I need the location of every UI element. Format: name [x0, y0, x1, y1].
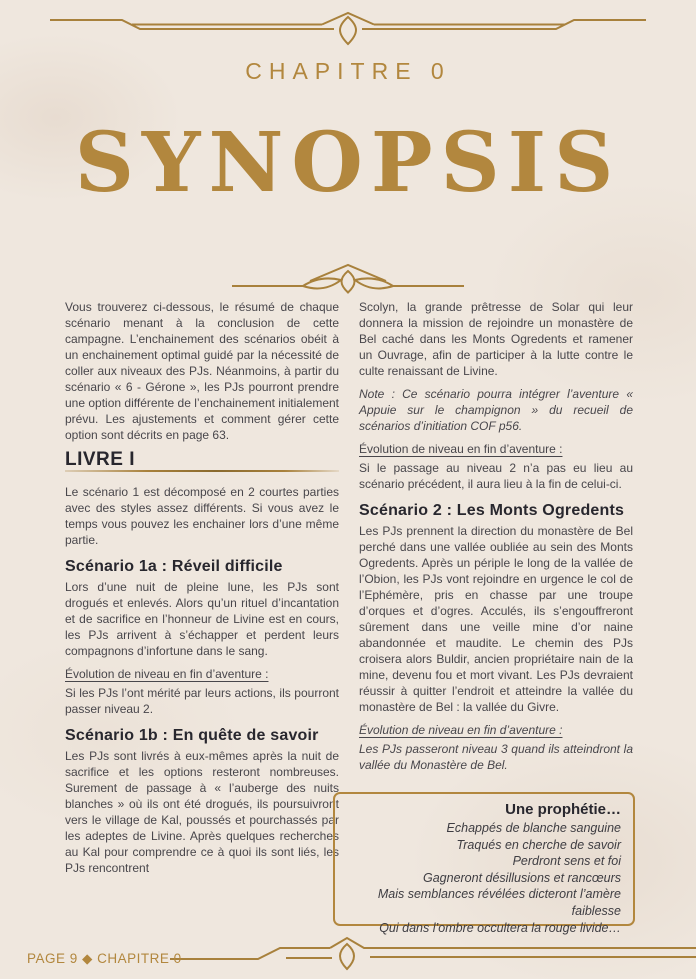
mid-divider-ornament — [232, 265, 464, 293]
right-column — [359, 299, 633, 876]
section-heading-livre-1: LIVRE I — [65, 449, 136, 470]
page-title: SYNOPSIS — [74, 115, 622, 211]
scenario-1b-evolution-text: Si le passage au niveau 2 n’a pas eu lieu au scénario précédent, il aura lieu à la fin de celui-ci. — [359, 461, 633, 491]
top-divider-ornament — [50, 13, 646, 44]
scenario-1a-evolution-label: Évolution de niveau en fin d’aventure : — [65, 667, 269, 681]
page-footer: PAGE 9 ◆ CHAPITRE 0 — [27, 951, 182, 966]
heading-scenario-1a: Scénario 1a : Réveil difficile — [65, 558, 283, 575]
prophecy-line: Mais semblances révélées dicteront l’amère faiblesse — [377, 887, 621, 918]
scenario-1a-body: Lors d’une nuit de pleine lune, les PJs sont drogués et enlevés. Alors qu’un rituel d’incantation et de sacrifice en l’honneur de Livine est en cours, les PJs arrivent à s’échapper et perdent leurs compagnons d’infortune dans le sang. — [65, 580, 339, 658]
prophecy-line: Echappés de blanche sanguine — [446, 821, 621, 835]
scenario-1b-body-left: Les PJs sont livrés à eux-mêmes après la nuit de sacrifice et les options resteront nombreuses. Surement de passage à « l’auberge des nuits blanches » où ils ont été drogués, ils poursuivront vers le village de Kal, poussés et pourchassés par les adeptes de Livine. Après quelques recherches au Kal pour comprendre ce à quoi ils sont liés, les PJs rencontrent — [65, 749, 339, 875]
gold-rule — [65, 470, 339, 472]
prophecy-line: Qui dans l’ombre occultera la rouge livide… — [379, 920, 621, 935]
diamond-gem-icon — [340, 944, 354, 969]
scenario-1b-note: Note : Ce scénario pourra intégrer l’aventure « Appuie sur le champignon » du recueil de scénarios d’initiation COF p56. — [359, 387, 633, 433]
diamond-gem-icon — [342, 271, 355, 293]
footer-divider-ornament — [170, 938, 696, 969]
scenario-2-evolution-label: Évolution de niveau en fin d’aventure : — [359, 723, 563, 737]
chapter-label: CHAPITRE 0 — [245, 58, 451, 84]
left-column — [65, 299, 339, 876]
two-column-text — [65, 299, 633, 876]
diamond-gem-icon — [340, 17, 356, 44]
prophecy-line: Perdront sens et foi — [512, 854, 621, 869]
scenario-1a-evolution-text: Si les PJs l’ont mérité par leurs actions, ils pourront passer niveau 2. — [65, 686, 339, 716]
prophecy-line: Traqués en cherche de savoir — [456, 837, 621, 852]
prophecy-box — [333, 792, 635, 935]
heading-scenario-2: Scénario 2 : Les Monts Ogredents — [359, 502, 625, 519]
scenario-2-body: Les PJs prennent la direction du monastère de Bel perché dans une vallée oubliée au sein des Monts Ogredents. Après un périple le long de la vallée de l’Obion, les PJs vont rejoindre en urgence le col de l’Ephémère, pris en chasse par une troupe d’orques et d’ogres. Acculés, ils s’engouffreront sûrement dans une veille mine d’or naine abandonnée et maudite. Le chemin des PJs croisera alors Buldir, ancien propriétaire nain de la mine, devenu fou et mort vivant. Les PJs devraient réussir à quitter l’endroit et atteindre la vallée du monastère de Bel : la vallée du Givre. — [359, 524, 633, 714]
livre1-intro-paragraph: Le scénario 1 est décomposé en 2 courtes parties avec des styles assez différents. Si vous avez le temps vous pouvez les enchainer lors d’une même partie. — [65, 485, 339, 547]
heading-scenario-1b: Scénario 1b : En quête de savoir — [65, 727, 319, 744]
scenario-2-evolution-text: Les PJs passeront niveau 3 quand ils atteindront la vallée du Monastère de Bel. — [359, 742, 633, 772]
intro-paragraph: Vous trouverez ci-dessous, le résumé de chaque scénario menant à la conclusion de cette campagne. L’enchainement des scénarios obéit à un enchainement optimal guidé par la nécessité de coller aux niveaux des PJs. Néanmoins, à partir du scénario « 6 - Gérone », les PJs pourront prendre une option différente de l’enchainement initialement prévu. Les ajustements et comment gérer cette option sont décrits en page 63. — [65, 300, 339, 442]
prophecy-line: Gagneront désillusions et rancœurs — [422, 870, 621, 885]
scenario-1b-evolution-label: Évolution de niveau en fin d’aventure : — [359, 442, 563, 456]
prophecy-title: Une prophétie… — [505, 801, 621, 818]
scenario-1b-body-right: Scolyn, la grande prêtresse de Solar qui leur donnera la mission de rejoindre un monastère de Bel caché dans les Monts Ogredents et ramener un Ouvrage, afin de participer à la lutte contre le culte renaissant de Livine. — [359, 300, 633, 378]
